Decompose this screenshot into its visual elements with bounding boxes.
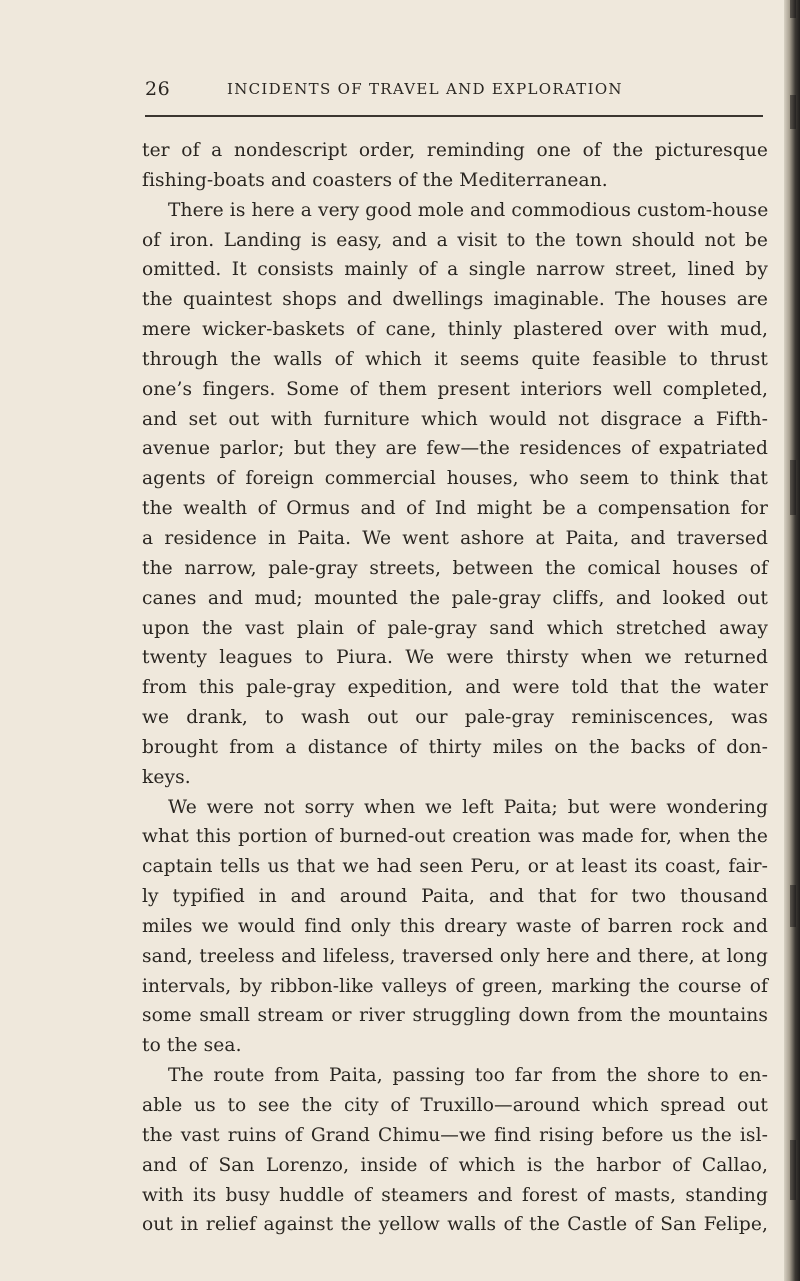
text-line: and set out with furniture which would not disgrace a Fifth- [142,408,768,430]
text-line: We were not sorry when we left Paita; but were wondering [168,796,768,818]
text-line: canes and mud; mounted the pale-gray cliffs, and looked out [142,587,768,609]
body-text [142,136,768,1240]
text-line: miles we would find only this dreary waste of barren rock and [142,915,768,937]
text-line: The route from Paita, passing too far from the shore to en- [168,1065,768,1087]
text-line: There is here a very good mole and commodious custom-house [168,199,769,221]
text-line: twenty leagues to Piura. We were thirsty when we returned [142,647,768,669]
page-number: 26 [145,78,171,100]
text-line: agents of foreign commercial houses, who seem to think that [142,468,768,490]
text-line: captain tells us that we had seen Peru, or at least its coast, fair- [142,856,768,878]
text-line: the wealth of Ormus and of Ind might be a compensation for [142,498,768,520]
edge-mark [790,885,796,927]
text-line: keys. [142,766,191,788]
text-line: out in relief against the yellow walls of the Castle of San Felipe, [142,1214,768,1236]
header-rule [145,115,763,117]
text-line: intervals, by ribbon-like valleys of green, marking the course of [142,975,768,997]
text-line: brought from a distance of thirty miles on the backs of don- [142,736,768,758]
text-line: sand, treeless and lifeless, traversed only here and there, at long [142,945,768,967]
text-line: the narrow, pale-gray streets, between the comical houses of [142,557,768,579]
text-line: what this portion of burned-out creation was made for, when the [142,826,768,848]
text-line: mere wicker-baskets of cane, thinly plastered over with mud, [142,319,768,341]
text-line: the vast ruins of Grand Chimu—we find rising before us the isl- [142,1124,768,1146]
page-edge-shadow [784,0,800,1281]
edge-mark [790,1140,796,1200]
page-header [145,78,765,106]
text-line: a residence in Paita. We went ashore at Paita, and traversed [142,527,768,549]
edge-mark [790,95,796,129]
text-line: from this pale-gray expedition, and were told that the water [142,677,768,699]
edge-mark [790,0,796,18]
text-line: through the walls of which it seems quite feasible to thrust [142,348,768,370]
text-line: able us to see the city of Truxillo—around which spread out [142,1095,768,1116]
text-line: some small stream or river struggling down from the mountains [142,1005,768,1027]
text-line: one’s fingers. Some of them present interiors well completed, [142,378,768,400]
text-line: upon the vast plain of pale-gray sand which stretched away [142,617,768,639]
text-line: with its busy huddle of steamers and forest of masts, standing [142,1184,768,1206]
text-line: of iron. Landing is easy, and a visit to the town should not be [142,229,768,251]
text-line: and of San Lorenzo, inside of which is the harbor of Callao, [142,1154,768,1176]
text-line: ter of a nondescript order, reminding one of the picturesque [142,140,768,161]
text-line: fishing-boats and coasters of the Mediterranean. [142,169,608,191]
text-line: we drank, to wash out our pale-gray reminiscences, was [142,707,768,729]
running-title: INCIDENTS OF TRAVEL AND EXPLORATION [227,80,623,98]
text-line: ly typified in and around Paita, and that for two thousand [142,886,768,908]
text-line: to the sea. [142,1035,242,1057]
text-line: the quaintest shops and dwellings imaginable. The houses are [142,289,768,311]
text-line: omitted. It consists mainly of a single narrow street, lined by [142,259,768,281]
text-line: avenue parlor; but they are few—the residences of expatriated [142,438,768,460]
edge-mark [790,460,796,515]
